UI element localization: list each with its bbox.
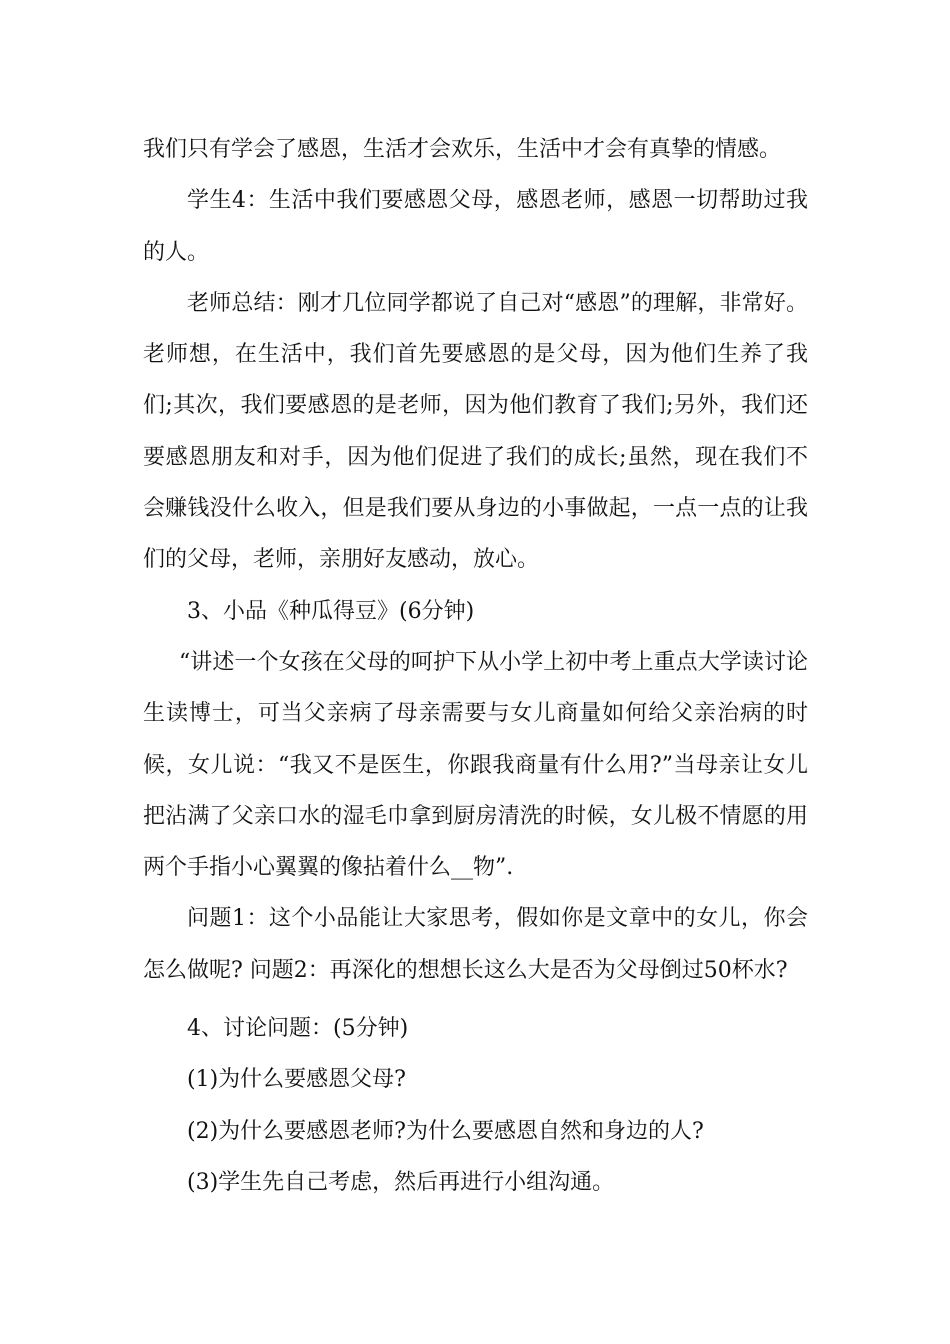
document-body	[143, 124, 808, 1208]
list-item-question-2: (2)为什么要感恩老师?为什么要感恩自然和身边的人?	[187, 1118, 704, 1144]
section-heading-skit: 3、小品《种瓜得豆》(6分钟)	[187, 598, 475, 624]
paragraph-student-4: 学生4：生活中我们要感恩父母，感恩老师，感恩一切帮助过我的人。	[143, 188, 808, 265]
section-heading-discussion: 4、讨论问题：(5分钟)	[187, 1016, 409, 1042]
paragraph-skit-description: “讲述一个女孩在父母的呵护下从小学上初中考上重点大学读讨论生读博士，可当父亲病了母亲需要与女儿商量如何给父亲治病的时候，女儿说：“我又不是医生，你跟我商量有什么用?”当母亲让女儿把沾满了父亲口水的湿毛巾拿到厨房清洗的时候，女儿极不情愿的用两个手指小心翼翼的像拈着什么__物”.	[143, 649, 808, 881]
paragraph-teacher-summary: 老师总结：刚才几位同学都说了自己对“感恩”的理解，非常好。老师想，在生活中，我们首先要感恩的是父母，因为他们生养了我们;其次，我们要感恩的是老师，因为他们教育了我们;另外，我们还要感恩朋友和对手，因为他们促进了我们的成长;虽然，现在我们不会赚钱没什么收入，但是我们要从身边的小事做起，一点一点的让我们的父母，老师，亲朋好友感动，放心。	[143, 290, 808, 573]
list-item-question-1: (1)为什么要感恩父母?	[187, 1067, 406, 1093]
list-item-question-3: (3)学生先自己考虑，然后再进行小组沟通。	[187, 1169, 615, 1195]
paragraph-questions: 问题1：这个小品能让大家思考，假如你是文章中的女儿，你会怎么做呢? 问题2：再深化的想想长这么大是否为父母倒过50杯水?	[143, 906, 808, 983]
paragraph-continuation: 我们只有学会了感恩，生活才会欢乐，生活中才会有真挚的情感。	[143, 137, 782, 162]
